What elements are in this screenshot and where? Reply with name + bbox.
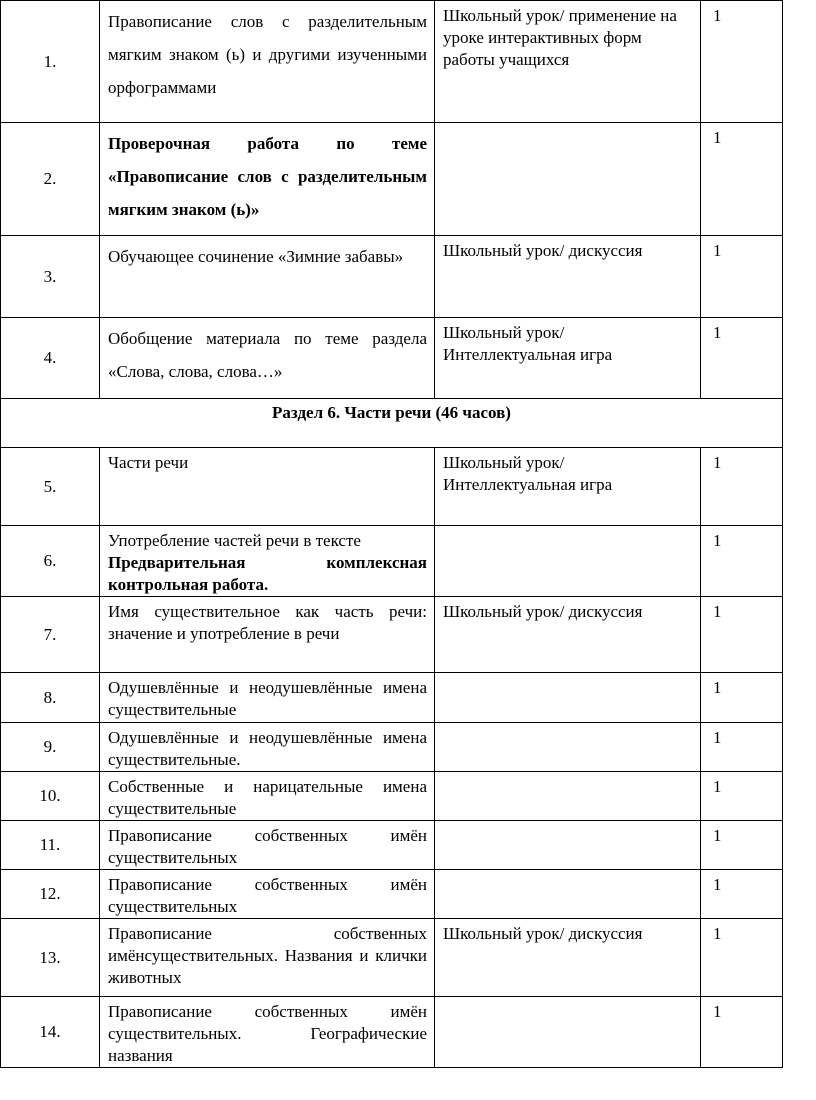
lesson-topic-plain: Употребление частей речи в тексте	[108, 531, 361, 550]
lesson-topic: Собственные и нарицательные имена существительные	[100, 772, 435, 821]
lesson-topic-bold: Предварительная комплексная контрольная работа.	[108, 553, 427, 594]
table-row	[1, 870, 783, 919]
lesson-topic: Правописание собственных имён существительных	[100, 870, 435, 919]
lesson-form: Школьный урок/ применение на уроке интерактивных форм работы учащихся	[435, 1, 701, 123]
lesson-number: 13.	[1, 919, 100, 997]
lesson-number: 6.	[1, 526, 100, 597]
lesson-hours	[701, 318, 783, 399]
hours-value: 1	[713, 678, 722, 697]
lesson-form: Школьный урок/ Интеллектуальная игра	[435, 448, 701, 526]
section-title: Раздел 6. Части речи (46 часов)	[1, 399, 783, 448]
lesson-number: 10.	[1, 772, 100, 821]
lesson-number: 4.	[1, 318, 100, 399]
hours-value: 1	[713, 924, 722, 943]
lesson-topic: Части речи	[100, 448, 435, 526]
lesson-number: 9.	[1, 723, 100, 772]
lesson-hours	[701, 723, 783, 772]
lesson-hours	[701, 526, 783, 597]
lesson-number: 7.	[1, 597, 100, 673]
hours-value: 1	[713, 531, 722, 550]
table-row	[1, 997, 783, 1068]
lesson-number: 14.	[1, 997, 100, 1068]
lesson-hours	[701, 673, 783, 723]
table-row	[1, 1, 783, 123]
lesson-form: Школьный урок/ дискуссия	[435, 597, 701, 673]
lesson-topic: Обобщение материала по теме раздела «Слова, слова, слова…»	[100, 318, 435, 399]
hours-value: 1	[713, 128, 722, 147]
section-header-row	[1, 399, 783, 448]
lesson-hours	[701, 772, 783, 821]
lesson-form	[435, 673, 701, 723]
table-row	[1, 123, 783, 236]
lesson-form	[435, 723, 701, 772]
lesson-number: 3.	[1, 236, 100, 318]
hours-value: 1	[713, 875, 722, 894]
lesson-number: 5.	[1, 448, 100, 526]
lesson-number: 12.	[1, 870, 100, 919]
table-row	[1, 526, 783, 597]
lesson-form	[435, 526, 701, 597]
lesson-number: 2.	[1, 123, 100, 236]
lesson-hours	[701, 997, 783, 1068]
lesson-number: 1.	[1, 1, 100, 123]
lesson-topic: Проверочная работа по теме «Правописание слов с разделительным мягким знаком (ь)»	[100, 123, 435, 236]
lesson-form: Школьный урок/ Интеллектуальная игра	[435, 318, 701, 399]
lesson-hours	[701, 236, 783, 318]
hours-value: 1	[713, 826, 722, 845]
hours-value: 1	[713, 777, 722, 796]
hours-value: 1	[713, 602, 722, 621]
table-row	[1, 597, 783, 673]
lesson-topic: Обучающее сочинение «Зимние забавы»	[100, 236, 435, 318]
lesson-form	[435, 870, 701, 919]
lesson-topic: Правописание собственных имён существительных	[100, 821, 435, 870]
lesson-form	[435, 772, 701, 821]
lesson-topic: Имя существительное как часть речи: значение и употребление в речи	[100, 597, 435, 673]
lesson-form	[435, 123, 701, 236]
lesson-hours	[701, 597, 783, 673]
table-row	[1, 919, 783, 997]
lesson-hours	[701, 123, 783, 236]
lesson-hours	[701, 919, 783, 997]
hours-value: 1	[713, 728, 722, 747]
hours-value: 1	[713, 6, 722, 25]
lesson-number: 11.	[1, 821, 100, 870]
lesson-form: Школьный урок/ дискуссия	[435, 236, 701, 318]
hours-value: 1	[713, 241, 722, 260]
hours-value: 1	[713, 323, 722, 342]
lesson-form	[435, 997, 701, 1068]
table-row	[1, 236, 783, 318]
table-row	[1, 318, 783, 399]
table-row	[1, 448, 783, 526]
lesson-topic: Одушевлённые и неодушевлённые имена существительные	[100, 673, 435, 723]
table-row	[1, 772, 783, 821]
table-row	[1, 821, 783, 870]
table-row	[1, 673, 783, 723]
table-row	[1, 723, 783, 772]
lesson-hours	[701, 448, 783, 526]
lesson-hours	[701, 870, 783, 919]
lesson-topic: Правописание собственных имён существительных. Географические названия	[100, 997, 435, 1068]
lesson-number: 8.	[1, 673, 100, 723]
lesson-hours	[701, 821, 783, 870]
hours-value: 1	[713, 1002, 722, 1021]
lesson-form	[435, 821, 701, 870]
lesson-hours	[701, 1, 783, 123]
lesson-topic: Правописание слов с разделительным мягким знаком (ь) и другими изученными орфограммами	[100, 1, 435, 123]
lesson-topic	[100, 526, 435, 597]
hours-value: 1	[713, 453, 722, 472]
lesson-topic: Одушевлённые и неодушевлённые имена существительные.	[100, 723, 435, 772]
lesson-topic: Правописание собственных имёнсуществительных. Названия и клички животных	[100, 919, 435, 997]
lesson-form: Школьный урок/ дискуссия	[435, 919, 701, 997]
